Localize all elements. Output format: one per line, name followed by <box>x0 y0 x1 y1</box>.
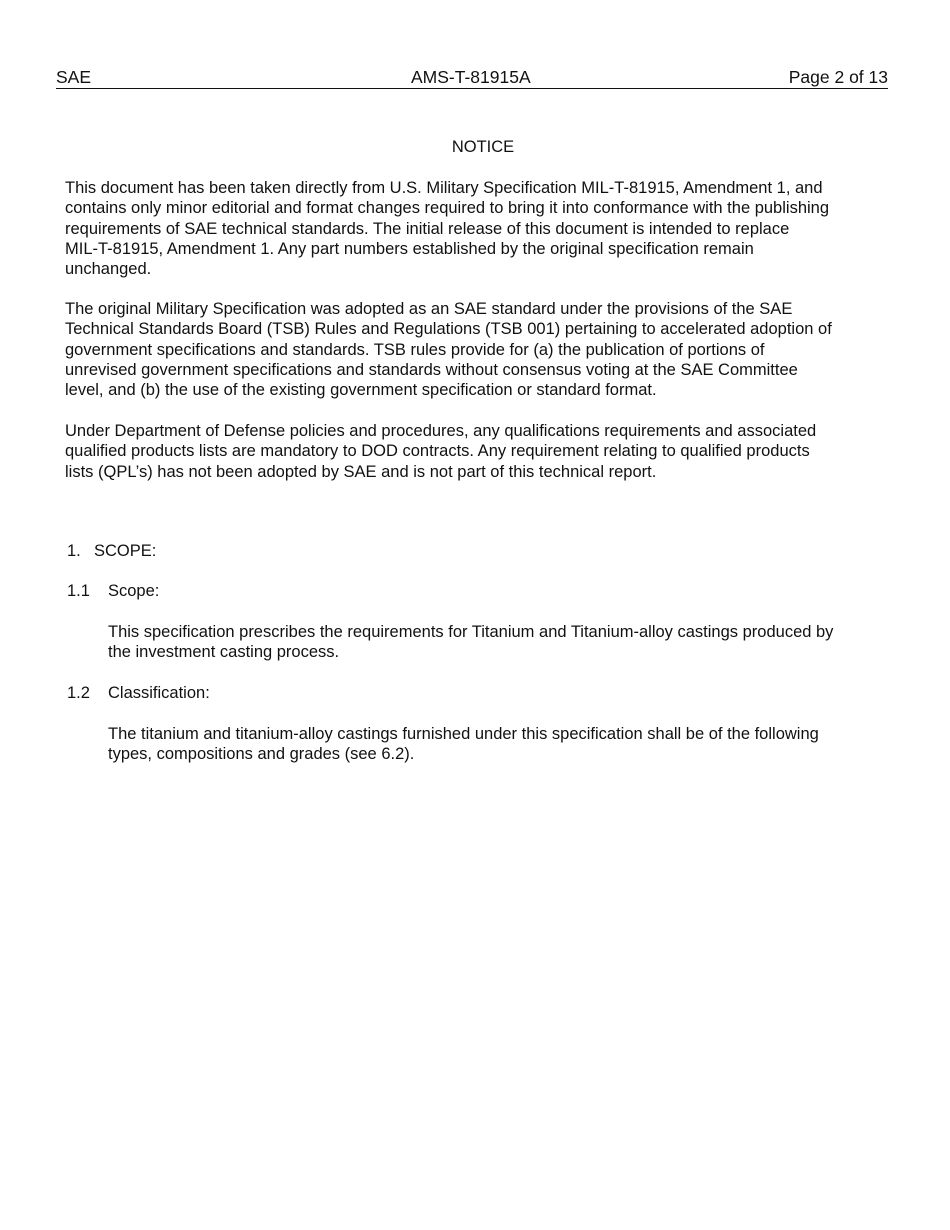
paragraph-line: The original Military Specification was adopted as an SAE standard under the provisions of the SAE <box>65 300 793 318</box>
header-organization: SAE <box>56 67 92 87</box>
paragraph-line: lists (QPL’s) has not been adopted by SAE and is not part of this technical report. <box>65 462 657 481</box>
paragraph-line: types, compositions and grades (see 6.2). <box>108 745 415 764</box>
paragraph-line: government specifications and standards. TSB rules provide for (a) the publication of portions of <box>65 340 765 359</box>
paragraph-line: Under Department of Defense policies and procedures, any qualifications requirements and associated <box>65 422 817 440</box>
notice-paragraph-3 <box>65 421 865 482</box>
paragraph-line: The titanium and titanium-alloy castings furnished under this specification shall be of the following <box>108 725 819 743</box>
paragraph-line: level, and (b) the use of the existing government specification or standard format. <box>65 381 657 400</box>
page-header <box>56 66 888 89</box>
classification-paragraph <box>108 724 868 765</box>
paragraph-line: contains only minor editorial and format changes required to bring it into conformance with the publishing <box>65 199 830 218</box>
paragraph-line: This specification prescribes the requirements for Titanium and Titanium-alloy castings produced by <box>108 623 834 641</box>
paragraph-line: unrevised government specifications and standards without consensus voting at the SAE Committee <box>65 360 798 379</box>
paragraph-line: unchanged. <box>65 260 152 279</box>
notice-title: NOTICE <box>451 138 515 156</box>
paragraph-line: qualified products lists are mandatory to DOD contracts. Any requirement relating to qualified products <box>65 442 810 461</box>
section-title: Scope: <box>108 582 160 600</box>
section-title: SCOPE: <box>94 542 157 560</box>
paragraph-line: requirements of SAE technical standards. The initial release of this document is intended to replace <box>65 219 790 238</box>
section-number: 1.1 <box>67 582 90 600</box>
paragraph-line: This document has been taken directly from U.S. Military Specification MIL-T-81915, Amendment 1, and <box>65 179 823 197</box>
scope-paragraph <box>108 622 868 663</box>
section-number: 1.2 <box>67 684 90 702</box>
paragraph-line: Technical Standards Board (TSB) Rules and Regulations (TSB 001) pertaining to accelerated adoption of <box>65 320 832 339</box>
notice-paragraph-2 <box>65 299 865 400</box>
section-scope-heading <box>67 541 156 561</box>
header-document-number: AMS-T-81915A <box>411 67 531 87</box>
notice-paragraph-1 <box>65 178 865 279</box>
subsection-scope-heading <box>67 581 159 601</box>
paragraph-line: MIL-T-81915, Amendment 1. Any part numbers established by the original specification remain <box>65 239 754 258</box>
section-title: Classification: <box>108 684 210 702</box>
subsection-classification-heading <box>67 683 210 703</box>
header-page-number: Page 2 of 13 <box>788 67 888 87</box>
section-number: 1. <box>67 542 81 560</box>
paragraph-line: the investment casting process. <box>108 643 340 662</box>
